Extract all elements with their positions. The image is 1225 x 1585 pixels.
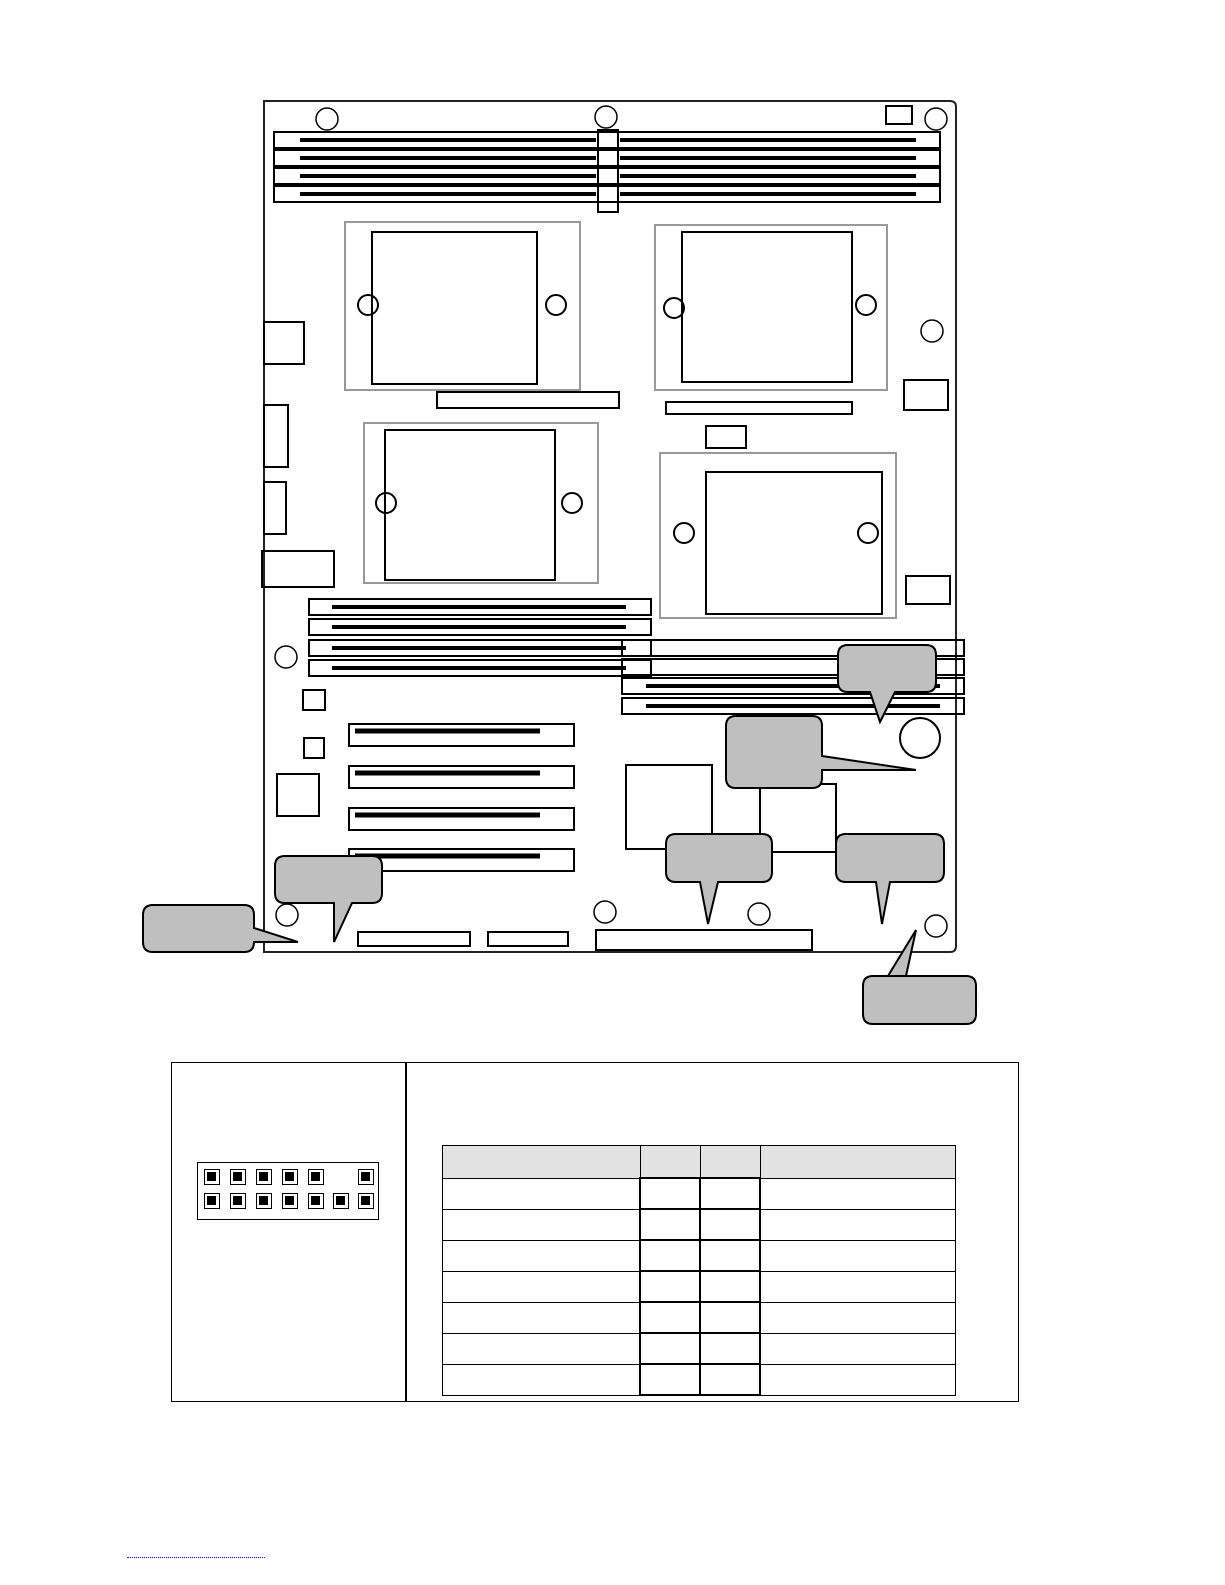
pin-top-3 <box>256 1169 272 1185</box>
table-cell <box>640 1209 700 1240</box>
table-cell <box>640 1178 700 1209</box>
rear-io-connectors <box>358 930 812 950</box>
pin-top-5 <box>308 1169 324 1185</box>
pin-top-7 <box>358 1169 374 1185</box>
table-cell <box>443 1178 641 1209</box>
table-cell <box>640 1364 700 1395</box>
table-cell <box>700 1333 760 1364</box>
table-cell <box>700 1302 760 1333</box>
top-dimm-slots <box>274 130 940 212</box>
table-cell <box>760 1271 956 1302</box>
pin-bottom-6 <box>333 1193 349 1209</box>
table-row <box>443 1271 956 1302</box>
pin-bottom-4 <box>282 1193 298 1209</box>
table-cell <box>760 1364 956 1395</box>
table-cell <box>443 1271 641 1302</box>
table-row <box>443 1302 956 1333</box>
mid-connectors <box>437 380 950 604</box>
table-row <box>443 1240 956 1271</box>
pin-top-2 <box>230 1169 246 1185</box>
pin-top-1 <box>204 1169 220 1185</box>
pin-bottom-2 <box>230 1193 246 1209</box>
table-cell <box>760 1240 956 1271</box>
table-row <box>443 1209 956 1240</box>
callout-bubble-1 <box>838 645 936 722</box>
pin-bottom-7 <box>358 1193 374 1209</box>
pin-top-4 <box>282 1169 298 1185</box>
callout-bubble-3 <box>666 834 772 924</box>
mounting-holes <box>275 106 947 937</box>
table-cell <box>443 1364 641 1395</box>
table-cell <box>700 1178 760 1209</box>
table-cell <box>700 1240 760 1271</box>
table-cell <box>443 1209 641 1240</box>
table-cell <box>640 1302 700 1333</box>
pin-assignment-panel <box>171 1062 1019 1402</box>
table-cell <box>700 1209 760 1240</box>
header-signal-left <box>443 1146 641 1179</box>
table-cell <box>760 1333 956 1364</box>
table-cell <box>640 1271 700 1302</box>
table-cell <box>700 1364 760 1395</box>
callout-bubbles <box>143 645 976 1024</box>
pin-assignment-table <box>442 1145 956 1396</box>
table-row <box>443 1364 956 1395</box>
pcie-slots <box>349 724 574 871</box>
table-cell <box>640 1240 700 1271</box>
cpu-socket-2 <box>655 225 887 390</box>
callout-bubble-2 <box>726 716 916 788</box>
footnote-separator <box>127 1557 265 1558</box>
table-cell <box>760 1209 956 1240</box>
table-cell <box>760 1302 956 1333</box>
table-cell <box>700 1271 760 1302</box>
cpu-socket-4 <box>660 453 896 618</box>
table-cell <box>443 1333 641 1364</box>
table-row <box>443 1178 956 1209</box>
panel-divider <box>405 1063 407 1401</box>
header-pin-right <box>700 1146 760 1179</box>
table-cell <box>640 1333 700 1364</box>
table-cell <box>760 1178 956 1209</box>
pin-header-diagram <box>197 1162 379 1220</box>
table-header-row <box>443 1146 956 1179</box>
header-pin-left <box>640 1146 700 1179</box>
cpu-socket-1 <box>345 222 580 390</box>
table-row <box>443 1333 956 1364</box>
callout-bubble-4 <box>836 834 944 924</box>
cpu-socket-3 <box>364 423 598 583</box>
callout-bubble-7 <box>863 930 976 1024</box>
pin-bottom-1 <box>204 1193 220 1209</box>
table-cell <box>443 1240 641 1271</box>
callout-bubble-5 <box>275 856 382 942</box>
pin-bottom-3 <box>256 1193 272 1209</box>
callout-bubble-6 <box>143 905 298 952</box>
board-outline <box>264 101 956 952</box>
pin-bottom-5 <box>308 1193 324 1209</box>
table-cell <box>443 1302 641 1333</box>
header-signal-right <box>760 1146 956 1179</box>
